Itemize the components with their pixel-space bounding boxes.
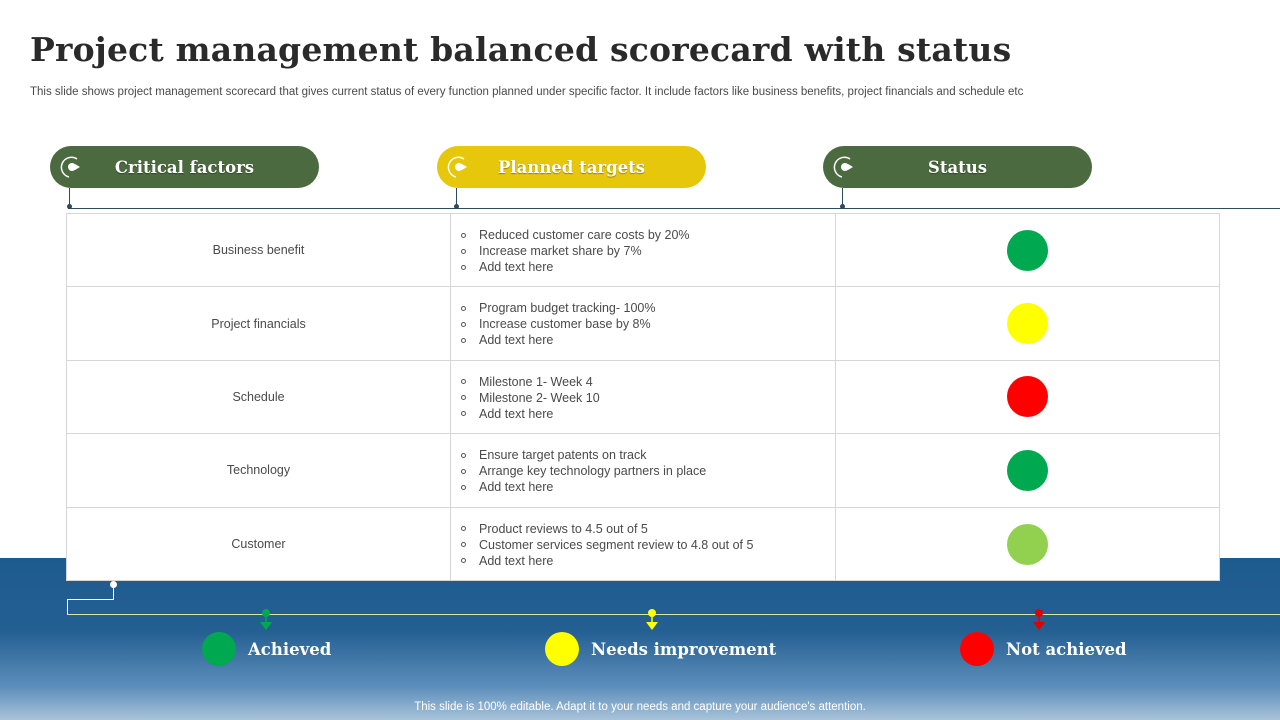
connector-dot (840, 204, 845, 209)
status-indicator (1007, 450, 1048, 491)
connector-dot (454, 204, 459, 209)
marker-pin-icon (1032, 608, 1046, 632)
header-status (823, 146, 1092, 188)
bullet-icon (461, 395, 466, 400)
status-cell (836, 287, 1219, 359)
list-item: Product reviews to 4.5 out of 5 (461, 521, 835, 537)
legend-achieved (202, 632, 331, 666)
legend-rail (67, 614, 1280, 615)
page-title: Project management balanced scorecard with status (30, 30, 1012, 69)
list-item: Reduced customer care costs by 20% (461, 227, 835, 243)
bullet-icon (461, 469, 466, 474)
factor-cell: Schedule (67, 361, 451, 433)
legend-connector (113, 585, 114, 600)
targets-cell (451, 214, 836, 286)
legend-label: Needs improvement (591, 639, 777, 659)
table-row (67, 434, 1219, 507)
table-row (67, 214, 1219, 287)
list-item: Customer services segment review to 4.8 out of 5 (461, 537, 835, 553)
targets-cell (451, 287, 836, 359)
targets-cell (451, 508, 836, 581)
table-row (67, 508, 1219, 581)
marker-pin-icon (645, 608, 659, 632)
legend-connector (67, 599, 68, 615)
factor-cell: Technology (67, 434, 451, 506)
targets-list (461, 521, 835, 569)
table-row (67, 361, 1219, 434)
list-item: Add text here (461, 332, 835, 348)
bullet-icon (461, 558, 466, 563)
factor-cell: Customer (67, 508, 451, 581)
legend-dot-red (960, 632, 994, 666)
factor-cell: Project financials (67, 287, 451, 359)
legend-dot-yellow (545, 632, 579, 666)
list-item: Program budget tracking- 100% (461, 300, 835, 316)
status-indicator (1007, 303, 1048, 344)
header-label: Status (927, 157, 988, 177)
bullet-icon (461, 265, 466, 270)
legend-label: Achieved (248, 639, 332, 659)
bullet-icon (461, 485, 466, 490)
bullet-icon (461, 306, 466, 311)
bullet-icon (461, 379, 466, 384)
list-item: Milestone 1- Week 4 (461, 374, 835, 390)
targets-list (461, 374, 835, 422)
factor-cell: Business benefit (67, 214, 451, 286)
status-indicator (1007, 524, 1048, 565)
status-cell (836, 361, 1219, 433)
list-item: Add text here (461, 553, 835, 569)
header-planned-targets (437, 146, 706, 188)
list-item: Milestone 2- Week 10 (461, 390, 835, 406)
bullet-icon (461, 411, 466, 416)
header-label: Planned targets (497, 157, 646, 177)
header-label: Critical factors (114, 157, 255, 177)
list-item: Add text here (461, 479, 835, 495)
status-indicator (1007, 230, 1048, 271)
bullet-icon (461, 542, 466, 547)
legend-connector (67, 599, 114, 600)
table-row (67, 287, 1219, 360)
status-cell (836, 214, 1219, 286)
bullet-icon (461, 453, 466, 458)
legend-needs-improvement (545, 632, 776, 666)
legend-label: Not achieved (1006, 639, 1127, 659)
target-icon (57, 152, 87, 182)
marker-pin-icon (259, 608, 273, 632)
list-item: Increase customer base by 8% (461, 316, 835, 332)
list-item: Arrange key technology partners in place (461, 463, 835, 479)
target-icon (830, 152, 860, 182)
targets-list (461, 447, 835, 495)
bullet-icon (461, 338, 466, 343)
status-cell (836, 434, 1219, 506)
bullet-icon (461, 249, 466, 254)
targets-list (461, 300, 835, 348)
bullet-icon (461, 526, 466, 531)
header-rail (68, 208, 1280, 209)
list-item: Increase market share by 7% (461, 243, 835, 259)
bullet-icon (461, 322, 466, 327)
legend-dot-green (202, 632, 236, 666)
connector-dot (67, 204, 72, 209)
targets-list (461, 227, 835, 275)
target-icon (444, 152, 474, 182)
list-item: Add text here (461, 259, 835, 275)
legend-not-achieved (960, 632, 1127, 666)
targets-cell (451, 434, 836, 506)
footer-note: This slide is 100% editable. Adapt it to your needs and capture your audience's attention. (414, 701, 866, 713)
page-subtitle: This slide shows project management scorecard that gives current status of every function planned under specific factor. It include factors like business benefits, project financials and schedule etc (30, 86, 1024, 98)
list-item: Ensure target patents on track (461, 447, 835, 463)
status-indicator (1007, 376, 1048, 417)
list-item: Add text here (461, 406, 835, 422)
scorecard-table (66, 213, 1220, 581)
targets-cell (451, 361, 836, 433)
bullet-icon (461, 233, 466, 238)
header-critical-factors (50, 146, 319, 188)
status-cell (836, 508, 1219, 581)
